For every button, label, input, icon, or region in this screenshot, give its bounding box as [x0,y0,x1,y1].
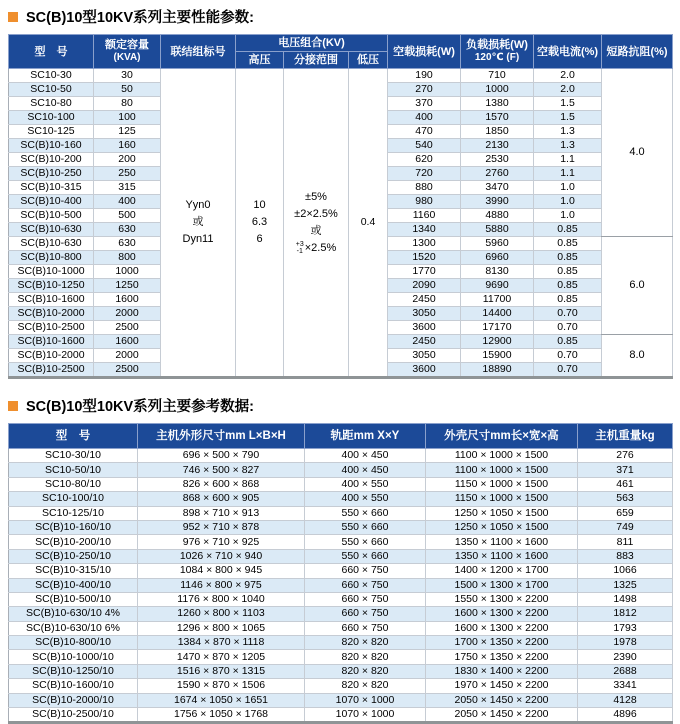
model-cell: SC(B)10-2000 [9,307,94,321]
no-load-loss-cell: 1770 [388,265,461,279]
main-dims-cell: 1296 × 800 × 1065 [138,621,305,635]
shell-dims-cell: 1150 × 1000 × 1500 [426,477,578,491]
rail-gauge-cell: 660 × 750 [305,578,426,592]
col-header-impedance: 短路抗阻(%) [602,35,673,69]
tap-range-cell: ±5% ±2×2.5% 或 +3 -1 ×2.5% [284,69,349,378]
no-load-current-cell: 0.85 [534,335,602,349]
reference-row [9,564,673,578]
load-loss-cell: 2760 [461,167,534,181]
rail-gauge-cell: 400 × 550 [305,477,426,491]
rail-gauge-cell: 400 × 450 [305,449,426,463]
model-cell: SC(B)10-2000 [9,349,94,363]
col-header-load-loss [461,35,534,69]
model-cell: SC(B)10-1600/10 [9,679,138,693]
weight-cell: 2390 [578,650,673,664]
reference-row [9,621,673,635]
weight-cell: 749 [578,520,673,534]
no-load-loss-cell: 880 [388,181,461,195]
load-loss-cell: 12900 [461,335,534,349]
col-header-weight: 主机重量kg [578,424,673,449]
no-load-current-cell: 1.0 [534,181,602,195]
rail-gauge-cell: 820 × 820 [305,664,426,678]
model-cell: SC10-30/10 [9,449,138,463]
impedance-cell: 8.0 [602,335,673,378]
model-cell: SC(B)10-200 [9,153,94,167]
capacity-cell: 160 [94,139,161,153]
rail-gauge-cell: 660 × 750 [305,621,426,635]
weight-cell: 1978 [578,636,673,650]
col-header-model: 型 号 [9,35,94,69]
main-dims-cell: 696 × 500 × 790 [138,449,305,463]
shell-dims-cell: 1550 × 1300 × 2200 [426,592,578,606]
rail-gauge-cell: 400 × 550 [305,492,426,506]
rail-gauge-cell: 820 × 820 [305,650,426,664]
no-load-current-cell: 1.0 [534,195,602,209]
main-dims-cell: 1756 × 1050 × 1768 [138,708,305,723]
no-load-current-cell: 1.1 [534,167,602,181]
vector-group-cell: Yyn0 或 Dyn11 [161,69,236,378]
model-cell: SC10-125/10 [9,506,138,520]
load-loss-cell: 1570 [461,111,534,125]
main-dims-cell: 1590 × 870 × 1506 [138,679,305,693]
weight-cell: 4896 [578,708,673,723]
col-header-rail-gauge: 轨距mm X×Y [305,424,426,449]
model-cell: SC(B)10-400 [9,195,94,209]
no-load-loss-cell: 2090 [388,279,461,293]
reference-row [9,708,673,723]
capacity-cell: 2000 [94,307,161,321]
reference-row [9,693,673,707]
main-dims-cell: 1026 × 710 × 940 [138,549,305,563]
capacity-cell: 1000 [94,265,161,279]
load-loss-cell: 9690 [461,279,534,293]
capacity-cell: 50 [94,83,161,97]
load-loss-cell: 11700 [461,293,534,307]
main-dims-cell: 746 × 500 × 827 [138,463,305,477]
model-cell: SC(B)10-1600 [9,293,94,307]
no-load-current-cell: 0.85 [534,223,602,237]
rail-gauge-cell: 400 × 450 [305,463,426,477]
shell-dims-cell: 1150 × 1000 × 1500 [426,492,578,506]
impedance-cell: 6.0 [602,237,673,335]
col-header-capacity [94,35,161,69]
no-load-loss-cell: 1300 [388,237,461,251]
reference-row [9,549,673,563]
orange-square-bullet-icon [8,401,18,411]
weight-cell: 659 [578,506,673,520]
no-load-loss-cell: 980 [388,195,461,209]
weight-cell: 371 [578,463,673,477]
col-header-shell-dims: 外壳尺寸mm长×宽×高 [426,424,578,449]
weight-cell: 2688 [578,664,673,678]
model-cell: SC(B)10-315 [9,181,94,195]
section1-title [8,6,672,27]
weight-cell: 883 [578,549,673,563]
model-cell: SC10-125 [9,125,94,139]
weight-cell: 461 [578,477,673,491]
weight-cell: 4128 [578,693,673,707]
no-load-current-cell: 1.3 [534,125,602,139]
no-load-current-cell: 0.85 [534,251,602,265]
weight-cell: 1066 [578,564,673,578]
no-load-current-cell: 0.70 [534,307,602,321]
col-header-main-dims: 主机外形尺寸mm L×B×H [138,424,305,449]
load-loss-cell: 710 [461,69,534,83]
section1-title-text: SC(B)10型10KV系列主要性能参数: [26,10,254,26]
rail-gauge-cell: 1070 × 1000 [305,708,426,723]
capacity-header-line2: (KVA) [113,52,141,63]
no-load-loss-cell: 1340 [388,223,461,237]
model-cell: SC(B)10-250/10 [9,549,138,563]
reference-row [9,607,673,621]
reference-row [9,449,673,463]
reference-table-body [9,449,673,723]
reference-table [8,423,673,724]
performance-table [8,34,673,379]
capacity-cell: 30 [94,69,161,83]
rail-gauge-cell: 820 × 820 [305,636,426,650]
load-loss-cell: 1380 [461,97,534,111]
load-loss-cell: 1850 [461,125,534,139]
no-load-loss-cell: 3050 [388,349,461,363]
shell-dims-cell: 1400 × 1200 × 1700 [426,564,578,578]
model-cell: SC10-100/10 [9,492,138,506]
no-load-current-cell: 0.85 [534,293,602,307]
reference-row [9,578,673,592]
load-loss-cell: 6960 [461,251,534,265]
reference-row [9,650,673,664]
no-load-current-cell: 2.0 [534,69,602,83]
shell-dims-cell: 1600 × 1300 × 2200 [426,607,578,621]
reference-table-header [9,424,673,449]
reference-row [9,492,673,506]
model-cell: SC(B)10-200/10 [9,535,138,549]
no-load-loss-cell: 270 [388,83,461,97]
model-cell: SC(B)10-1000 [9,265,94,279]
model-cell: SC10-50/10 [9,463,138,477]
model-cell: SC10-80 [9,97,94,111]
capacity-cell: 1600 [94,293,161,307]
shell-dims-cell: 1100 × 1000 × 1500 [426,463,578,477]
load-loss-cell: 3470 [461,181,534,195]
load-loss-cell: 15900 [461,349,534,363]
model-cell: SC10-80/10 [9,477,138,491]
model-cell: SC(B)10-315/10 [9,564,138,578]
load-loss-cell: 5960 [461,237,534,251]
load-loss-header-line1: 负载损耗(W) [466,39,528,51]
weight-cell: 811 [578,535,673,549]
performance-table-body [9,69,673,378]
shell-dims-cell: 1750 × 1350 × 2200 [426,650,578,664]
model-cell: SC(B)10-1600 [9,335,94,349]
model-cell: SC(B)10-630 [9,237,94,251]
col-header-lv: 低压 [349,52,388,69]
load-loss-cell: 17170 [461,321,534,335]
load-loss-cell: 14400 [461,307,534,321]
main-dims-cell: 826 × 600 × 868 [138,477,305,491]
model-cell: SC(B)10-500/10 [9,592,138,606]
capacity-cell: 200 [94,153,161,167]
rail-gauge-cell: 550 × 660 [305,535,426,549]
capacity-cell: 800 [94,251,161,265]
no-load-loss-cell: 2450 [388,335,461,349]
no-load-current-cell: 1.3 [534,139,602,153]
reference-row [9,664,673,678]
no-load-loss-cell: 1520 [388,251,461,265]
no-load-loss-cell: 1160 [388,209,461,223]
model-cell: SC(B)10-800/10 [9,636,138,650]
rail-gauge-cell: 820 × 820 [305,679,426,693]
main-dims-cell: 952 × 710 × 878 [138,520,305,534]
no-load-loss-cell: 2450 [388,293,461,307]
hv-cell: 10 6.3 6 [236,69,284,378]
shell-dims-cell: 1250 × 1050 × 1500 [426,520,578,534]
capacity-cell: 630 [94,223,161,237]
model-cell: SC(B)10-250 [9,167,94,181]
no-load-loss-cell: 720 [388,167,461,181]
load-loss-cell: 5880 [461,223,534,237]
main-dims-cell: 868 × 600 × 905 [138,492,305,506]
reference-row [9,463,673,477]
model-cell: SC(B)10-160 [9,139,94,153]
col-header-no-load-current: 空载电流(%) [534,35,602,69]
shell-dims-cell: 2050 × 1450 × 2200 [426,693,578,707]
capacity-cell: 125 [94,125,161,139]
rail-gauge-cell: 550 × 660 [305,549,426,563]
weight-cell: 1325 [578,578,673,592]
rail-gauge-cell: 660 × 750 [305,592,426,606]
no-load-current-cell: 1.5 [534,111,602,125]
tap-fraction: +3 -1 [295,240,304,255]
reference-row [9,592,673,606]
main-dims-cell: 1384 × 870 × 1118 [138,636,305,650]
main-dims-cell: 1516 × 870 × 1315 [138,664,305,678]
weight-cell: 3341 [578,679,673,693]
load-loss-cell: 2530 [461,153,534,167]
model-cell: SC(B)10-1250/10 [9,664,138,678]
shell-dims-cell: 1100 × 1000 × 1500 [426,449,578,463]
performance-table-header [9,35,673,69]
capacity-cell: 500 [94,209,161,223]
main-dims-cell: 1674 × 1050 × 1651 [138,693,305,707]
model-cell: SC(B)10-2500 [9,321,94,335]
model-cell: SC(B)10-630/10 4% [9,607,138,621]
impedance-cell: 4.0 [602,69,673,237]
rail-gauge-cell: 550 × 660 [305,520,426,534]
performance-row [9,69,673,83]
main-dims-cell: 1176 × 800 × 1040 [138,592,305,606]
load-loss-cell: 2130 [461,139,534,153]
no-load-current-cell: 1.1 [534,153,602,167]
no-load-loss-cell: 3600 [388,363,461,378]
main-dims-cell: 1260 × 800 × 1103 [138,607,305,621]
capacity-cell: 2500 [94,363,161,378]
load-loss-cell: 3990 [461,195,534,209]
no-load-loss-cell: 400 [388,111,461,125]
load-loss-header-line2: 120℃ (F) [474,52,520,63]
no-load-current-cell: 1.5 [534,97,602,111]
no-load-current-cell: 0.70 [534,363,602,378]
load-loss-cell: 8130 [461,265,534,279]
capacity-cell: 2000 [94,349,161,363]
shell-dims-cell: 1350 × 1100 × 1600 [426,549,578,563]
no-load-current-cell: 0.85 [534,279,602,293]
shell-dims-cell: 1250 × 1050 × 1500 [426,506,578,520]
col-header-no-load-loss: 空载损耗(W) [388,35,461,69]
no-load-loss-cell: 370 [388,97,461,111]
rail-gauge-cell: 1070 × 1000 [305,693,426,707]
model-cell: SC(B)10-630/10 6% [9,621,138,635]
model-cell: SC(B)10-160/10 [9,520,138,534]
rail-gauge-cell: 660 × 750 [305,607,426,621]
model-cell: SC(B)10-800 [9,251,94,265]
shell-dims-cell: 1600 × 1300 × 2200 [426,621,578,635]
reference-row [9,636,673,650]
section2-title-text: SC(B)10型10KV系列主要参考数据: [26,399,254,415]
reference-row [9,506,673,520]
load-loss-cell: 4880 [461,209,534,223]
model-cell: SC(B)10-2000/10 [9,693,138,707]
model-cell: SC(B)10-500 [9,209,94,223]
no-load-current-cell: 0.85 [534,265,602,279]
no-load-loss-cell: 620 [388,153,461,167]
model-cell: SC(B)10-1000/10 [9,650,138,664]
weight-cell: 276 [578,449,673,463]
weight-cell: 563 [578,492,673,506]
shell-dims-cell: 1970 × 1450 × 2200 [426,679,578,693]
model-cell: SC(B)10-2500/10 [9,708,138,723]
no-load-current-cell: 1.0 [534,209,602,223]
capacity-cell: 1250 [94,279,161,293]
load-loss-cell: 1000 [461,83,534,97]
col-header-model2: 型 号 [9,424,138,449]
no-load-loss-cell: 540 [388,139,461,153]
no-load-loss-cell: 470 [388,125,461,139]
rail-gauge-cell: 550 × 660 [305,506,426,520]
model-cell: SC10-100 [9,111,94,125]
model-cell: SC(B)10-1250 [9,279,94,293]
col-header-vector-group: 联结组标号 [161,35,236,69]
model-cell: SC(B)10-630 [9,223,94,237]
reference-row [9,477,673,491]
capacity-cell: 80 [94,97,161,111]
lv-cell: 0.4 [349,69,388,378]
no-load-current-cell: 0.70 [534,321,602,335]
weight-cell: 1812 [578,607,673,621]
weight-cell: 1793 [578,621,673,635]
model-cell: SC10-30 [9,69,94,83]
main-dims-cell: 1084 × 800 × 945 [138,564,305,578]
col-header-voltage-combo: 电压组合(KV) [236,35,388,52]
no-load-current-cell: 2.0 [534,83,602,97]
reference-row [9,679,673,693]
shell-dims-cell: 1830 × 1400 × 2200 [426,664,578,678]
main-dims-cell: 898 × 710 × 913 [138,506,305,520]
shell-dims-cell: 1700 × 1350 × 2200 [426,636,578,650]
shell-dims-cell: 1500 × 1300 × 1700 [426,578,578,592]
rail-gauge-cell: 660 × 750 [305,564,426,578]
no-load-loss-cell: 3600 [388,321,461,335]
model-cell: SC(B)10-400/10 [9,578,138,592]
model-cell: SC10-50 [9,83,94,97]
capacity-cell: 630 [94,237,161,251]
capacity-cell: 400 [94,195,161,209]
main-dims-cell: 976 × 710 × 925 [138,535,305,549]
no-load-current-cell: 0.70 [534,349,602,363]
capacity-header-line1: 额定容量 [105,39,149,51]
orange-square-bullet-icon [8,12,18,22]
reference-row [9,520,673,534]
no-load-loss-cell: 190 [388,69,461,83]
capacity-cell: 100 [94,111,161,125]
capacity-cell: 250 [94,167,161,181]
col-header-hv: 高压 [236,52,284,69]
reference-row [9,535,673,549]
section2-title [8,395,672,416]
col-header-tap-range: 分接范围 [284,52,349,69]
load-loss-cell: 18890 [461,363,534,378]
main-dims-cell: 1146 × 800 × 975 [138,578,305,592]
no-load-loss-cell: 3050 [388,307,461,321]
shell-dims-cell: 1350 × 1100 × 1600 [426,535,578,549]
no-load-current-cell: 0.85 [534,237,602,251]
capacity-cell: 2500 [94,321,161,335]
model-cell: SC(B)10-2500 [9,363,94,378]
capacity-cell: 315 [94,181,161,195]
shell-dims-cell: 2050 × 1450 × 2200 [426,708,578,723]
capacity-cell: 1600 [94,335,161,349]
weight-cell: 1498 [578,592,673,606]
main-dims-cell: 1470 × 870 × 1205 [138,650,305,664]
